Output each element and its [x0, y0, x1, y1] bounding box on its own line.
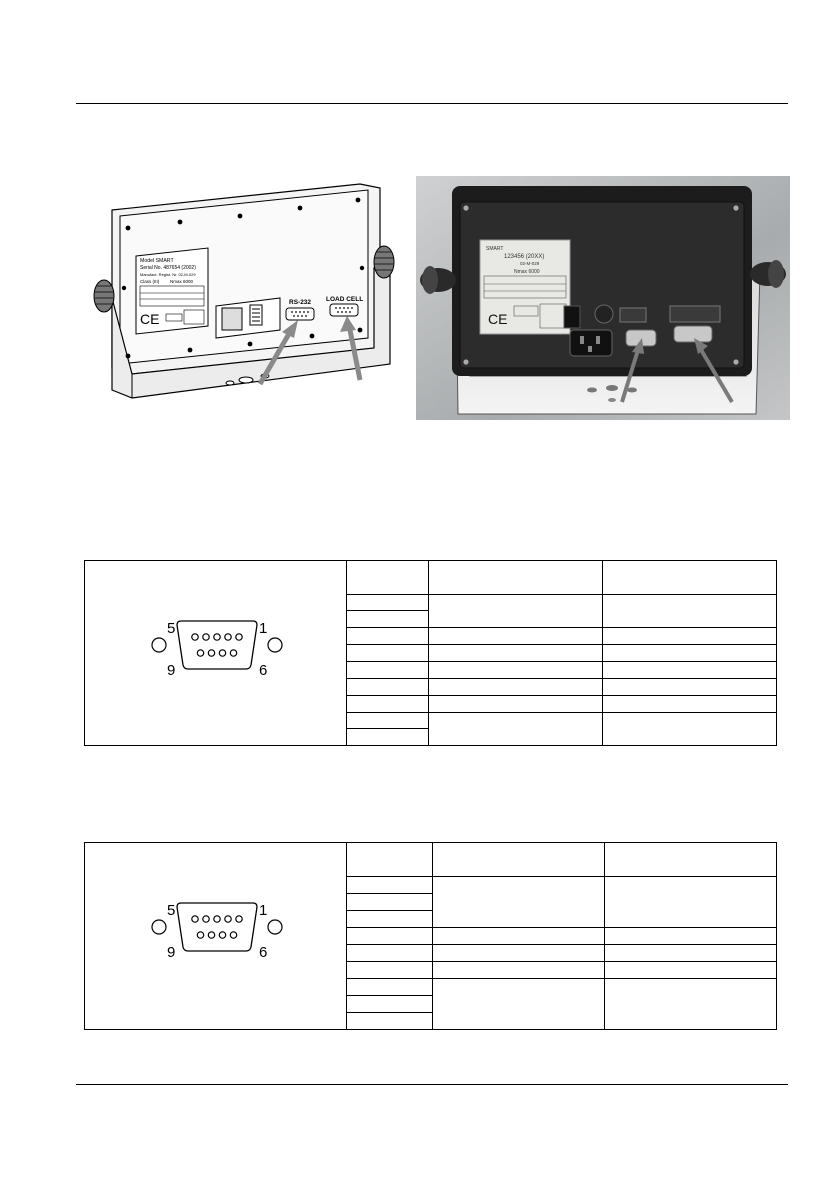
- rs232-connector-cell: [85, 561, 347, 746]
- pin-cell: [347, 645, 429, 662]
- desc-cell: [603, 696, 777, 713]
- photo-nameplate-model: SMART: [486, 246, 504, 252]
- left-knob: [94, 280, 114, 312]
- signal-cell: [429, 628, 603, 645]
- rear-panel-drawing: [90, 178, 400, 400]
- pin-label-9: 9: [167, 662, 176, 677]
- pin-cell: [347, 595, 429, 611]
- pin-cell: [347, 979, 433, 996]
- desc-cell: [605, 962, 777, 979]
- photo-ce-mark: CE: [488, 311, 508, 327]
- nameplate-approval: Manufact. Regist. Nr. 02-M-029: [140, 272, 196, 277]
- signal-cell: [429, 662, 603, 679]
- pin-cell: [347, 662, 429, 679]
- pin-cell: [347, 679, 429, 696]
- desc-cell: [603, 628, 777, 645]
- pin-cell: [347, 928, 433, 945]
- desc-cell: [603, 662, 777, 679]
- pin-cell: [347, 1013, 433, 1030]
- loadcell-label: LOAD CELL: [326, 296, 364, 303]
- pin-label-5: 5: [167, 902, 176, 919]
- header-cell: [605, 843, 777, 877]
- desc-cell: [605, 979, 777, 1030]
- signal-cell: [429, 645, 603, 662]
- signal-cell: [429, 713, 603, 746]
- right-knob: [374, 246, 394, 278]
- signal-cell: [429, 696, 603, 713]
- header-cell: [347, 843, 433, 877]
- signal-cell: [433, 877, 605, 928]
- pin-label-6: 6: [259, 944, 268, 959]
- pin-label-6: 6: [259, 662, 268, 677]
- pin-cell: [347, 996, 433, 1013]
- db9-connector-icon: [147, 897, 287, 959]
- pin-cell: [347, 945, 433, 962]
- pin-cell: [347, 729, 429, 746]
- loadcell-connector-cell: [85, 843, 347, 1030]
- rear-panel-photo: [416, 176, 790, 420]
- signal-cell: [433, 945, 605, 962]
- pin-label-1: 1: [259, 620, 268, 637]
- header-cell: [429, 561, 603, 595]
- desc-cell: [603, 679, 777, 696]
- header-cell: [347, 561, 429, 595]
- signal-cell: [429, 679, 603, 696]
- pin-label-1: 1: [259, 902, 268, 919]
- footer-rule: [76, 1084, 788, 1085]
- header-rule: [76, 103, 788, 104]
- photo-nameplate-approval: 02-M-029: [520, 261, 540, 266]
- nameplate-divisions: Nmax 6000: [170, 279, 194, 284]
- pin-cell: [347, 611, 429, 628]
- pin-cell: [347, 696, 429, 713]
- db9-connector-icon: [147, 615, 287, 677]
- pin-cell: [347, 911, 433, 928]
- desc-cell: [603, 713, 777, 746]
- desc-cell: [605, 945, 777, 962]
- pin-label-9: 9: [167, 944, 176, 959]
- signal-cell: [433, 928, 605, 945]
- rs232-label: RS-232: [289, 299, 312, 306]
- nameplate-class: Class (III): [140, 279, 160, 284]
- pin-cell: [347, 713, 429, 729]
- signal-cell: [433, 979, 605, 1030]
- nameplate-model: Model SMART: [140, 258, 174, 264]
- signal-cell: [433, 962, 605, 979]
- pin-cell: [347, 628, 429, 645]
- desc-cell: [603, 645, 777, 662]
- desc-cell: [605, 928, 777, 945]
- pin-cell: [347, 962, 433, 979]
- pin-label-5: 5: [167, 620, 176, 637]
- rs232-pin-table: [84, 560, 777, 746]
- pin-cell: [347, 877, 433, 894]
- loadcell-pin-table: [84, 842, 777, 1030]
- photo-nameplate-serial: 123456 (20XX): [504, 254, 545, 260]
- photo-nameplate-divisions: Nmax 6000: [514, 269, 540, 275]
- header-cell: [433, 843, 605, 877]
- pin-cell: [347, 894, 433, 911]
- nameplate-serial: Serial No. 487654 (2002): [140, 265, 196, 271]
- header-cell: [603, 561, 777, 595]
- ce-mark: CE: [140, 311, 160, 327]
- desc-cell: [605, 877, 777, 928]
- signal-cell: [429, 595, 603, 628]
- desc-cell: [603, 595, 777, 628]
